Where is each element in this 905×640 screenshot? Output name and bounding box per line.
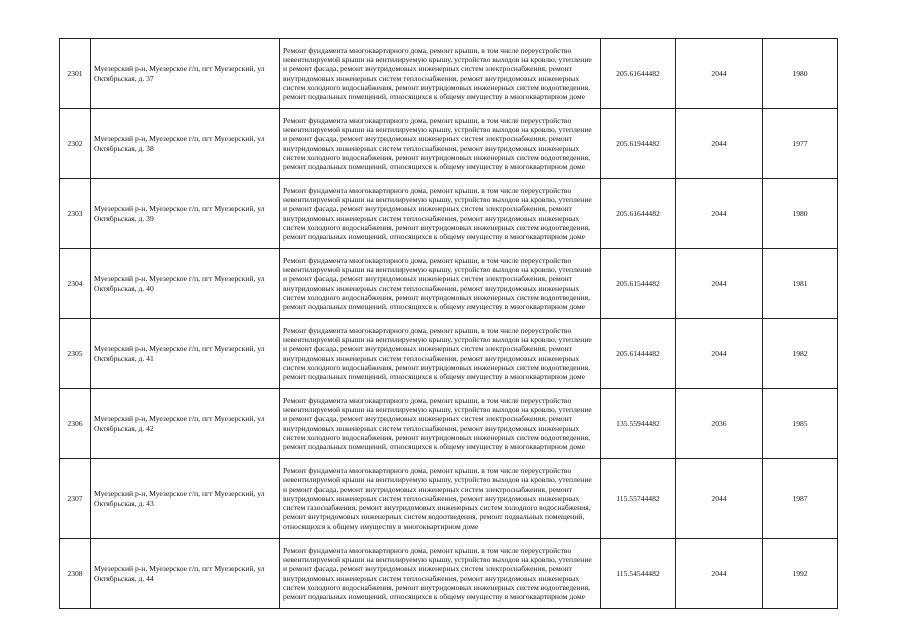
cost-cell: 205.61544482 xyxy=(601,249,676,319)
cost-cell: 205.61644482 xyxy=(601,179,676,249)
works-cell: Ремонт фундамента многоквартирного дома, ремонт крыши, в том числе переустройство невентилируемой крыши на вентилируемую крышу, устройство выходов на кровлю, утепление и ремонт фасада, ремонт внутридомовых инженерных систем электроснабжения, ремонт внутридомовых инженерных систем теплоснабжения, ремонт внутридомовых инженерных систем холодного водоснабжения, ремонт внутридомовых инженерных систем водоотведения, ремонт подвальных помещений, относящихся к общему имуществу в многоквартирном доме xyxy=(280,109,601,179)
works-cell: Ремонт фундамента многоквартирного дома, ремонт крыши, в том числе переустройство невентилируемой крыши на вентилируемую крышу, устройство выходов на кровлю, утепление и ремонт фасада, ремонт внутридомовых инженерных систем электроснабжения, ремонт внутридомовых инженерных систем теплоснабжения, ремонт внутридомовых инженерных систем холодного водоснабжения, ремонт внутридомовых инженерных систем водоотведения, ремонт подвальных помещений, относящихся к общему имуществу в многоквартирном доме xyxy=(280,179,601,249)
address-cell: Муезерский р-н, Муезерское г/п, пгт Муезерский, ул Октябрьская, д. 39 xyxy=(91,179,280,249)
address-cell: Муезерский р-н, Муезерское г/п, пгт Муезерский, ул Октябрьская, д. 42 xyxy=(91,389,280,459)
table-row xyxy=(60,179,838,249)
cost-cell: 115.54544482 xyxy=(601,539,676,609)
register-table-body xyxy=(60,39,838,609)
build-year-cell: 1985 xyxy=(763,389,838,459)
cost-cell: 135.55944482 xyxy=(601,389,676,459)
cost-cell: 205.61444482 xyxy=(601,319,676,389)
address-cell: Муезерский р-н, Муезерское г/п, пгт Муезерский, ул Октябрьская, д. 38 xyxy=(91,109,280,179)
works-cell: Ремонт фундамента многоквартирного дома, ремонт крыши, в том числе переустройство невентилируемой крыши на вентилируемую крышу, устройство выходов на кровлю, утепление и ремонт фасада, ремонт внутридомовых инженерных систем электроснабжения, ремонт внутридомовых инженерных систем теплоснабжения, ремонт внутридомовых инженерных систем холодного водоснабжения, ремонт внутридомовых инженерных систем водоотведения, ремонт подвальных помещений, относящихся к общему имуществу в многоквартирном доме xyxy=(280,39,601,109)
row-number: 2306 xyxy=(60,389,91,459)
cost-cell: 205.61644482 xyxy=(601,39,676,109)
works-cell: Ремонт фундамента многоквартирного дома, ремонт крыши, в том числе переустройство невентилируемой крыши на вентилируемую крышу, устройство выходов на кровлю, утепление и ремонт фасада, ремонт внутридомовых инженерных систем электроснабжения, ремонт внутридомовых инженерных систем теплоснабжения, ремонт внутридомовых инженерных систем холодного водоснабжения, ремонт внутридомовых инженерных систем водоотведения, ремонт подвальных помещений, относящихся к общему имуществу в многоквартирном доме xyxy=(280,249,601,319)
build-year-cell: 1980 xyxy=(763,179,838,249)
address-cell: Муезерский р-н, Муезерское г/п, пгт Муезерский, ул Октябрьская, д. 44 xyxy=(91,539,280,609)
table-row xyxy=(60,249,838,319)
row-number: 2301 xyxy=(60,39,91,109)
planned-year-cell: 2044 xyxy=(676,179,763,249)
row-number: 2303 xyxy=(60,179,91,249)
works-cell: Ремонт фундамента многоквартирного дома, ремонт крыши, в том числе переустройство невентилируемой крыши на вентилируемую крышу, устройство выходов на кровлю, утепление и ремонт фасада, ремонт внутридомовых инженерных систем электроснабжения, ремонт внутридомовых инженерных систем теплоснабжения, ремонт внутридомовых инженерных систем холодного водоснабжения, ремонт внутридомовых инженерных систем водоотведения, ремонт подвальных помещений, относящихся к общему имуществу в многоквартирном доме xyxy=(280,319,601,389)
build-year-cell: 1977 xyxy=(763,109,838,179)
planned-year-cell: 2044 xyxy=(676,249,763,319)
cost-cell: 205.61944482 xyxy=(601,109,676,179)
address-cell: Муезерский р-н, Муезерское г/п, пгт Муезерский, ул Октябрьская, д. 40 xyxy=(91,249,280,319)
table-row xyxy=(60,319,838,389)
row-number: 2304 xyxy=(60,249,91,319)
planned-year-cell: 2044 xyxy=(676,39,763,109)
works-cell: Ремонт фундамента многоквартирного дома, ремонт крыши, в том числе переустройство невентилируемой крыши на вентилируемую крышу, устройство выходов на кровлю, утепление и ремонт фасада, ремонт внутридомовых инженерных систем электроснабжения, ремонт внутридомовых инженерных систем теплоснабжения, ремонт внутридомовых инженерных систем газоснабжения, ремонт внутридомовых инженерных систем холодного водоснабжения, ремонт внутридомовых инженерных систем водоотведения, ремонт подвальных помещений, относящихся к общему имуществу в многоквартирном доме xyxy=(280,459,601,539)
row-number: 2307 xyxy=(60,459,91,539)
planned-year-cell: 2036 xyxy=(676,389,763,459)
build-year-cell: 1981 xyxy=(763,249,838,319)
table-row xyxy=(60,39,838,109)
planned-year-cell: 2044 xyxy=(676,109,763,179)
build-year-cell: 1987 xyxy=(763,459,838,539)
address-cell: Муезерский р-н, Муезерское г/п, пгт Муезерский, ул Октябрьская, д. 41 xyxy=(91,319,280,389)
row-number: 2302 xyxy=(60,109,91,179)
build-year-cell: 1992 xyxy=(763,539,838,609)
works-cell: Ремонт фундамента многоквартирного дома, ремонт крыши, в том числе переустройство невентилируемой крыши на вентилируемую крышу, устройство выходов на кровлю, утепление и ремонт фасада, ремонт внутридомовых инженерных систем электроснабжения, ремонт внутридомовых инженерных систем теплоснабжения, ремонт внутридомовых инженерных систем холодного водоснабжения, ремонт внутридомовых инженерных систем водоотведения, ремонт подвальных помещений, относящихся к общему имуществу в многоквартирном доме xyxy=(280,389,601,459)
planned-year-cell: 2044 xyxy=(676,319,763,389)
row-number: 2305 xyxy=(60,319,91,389)
planned-year-cell: 2044 xyxy=(676,539,763,609)
register-table xyxy=(59,38,838,609)
address-cell: Муезерский р-н, Муезерское г/п, пгт Муезерский, ул Октябрьская, д. 37 xyxy=(91,39,280,109)
build-year-cell: 1980 xyxy=(763,39,838,109)
build-year-cell: 1982 xyxy=(763,319,838,389)
table-row xyxy=(60,459,838,539)
table-row xyxy=(60,389,838,459)
planned-year-cell: 2044 xyxy=(676,459,763,539)
works-cell: Ремонт фундамента многоквартирного дома, ремонт крыши, в том числе переустройство невентилируемой крыши на вентилируемую крышу, устройство выходов на кровлю, утепление и ремонт фасада, ремонт внутридомовых инженерных систем электроснабжения, ремонт внутридомовых инженерных систем теплоснабжения, ремонт внутридомовых инженерных систем холодного водоснабжения, ремонт внутридомовых инженерных систем водоотведения, ремонт подвальных помещений, относящихся к общему имуществу в многоквартирном доме xyxy=(280,539,601,609)
cost-cell: 115.55744482 xyxy=(601,459,676,539)
row-number: 2308 xyxy=(60,539,91,609)
address-cell: Муезерский р-н, Муезерское г/п, пгт Муезерский, ул Октябрьская, д. 43 xyxy=(91,459,280,539)
table-row xyxy=(60,109,838,179)
table-row xyxy=(60,539,838,609)
